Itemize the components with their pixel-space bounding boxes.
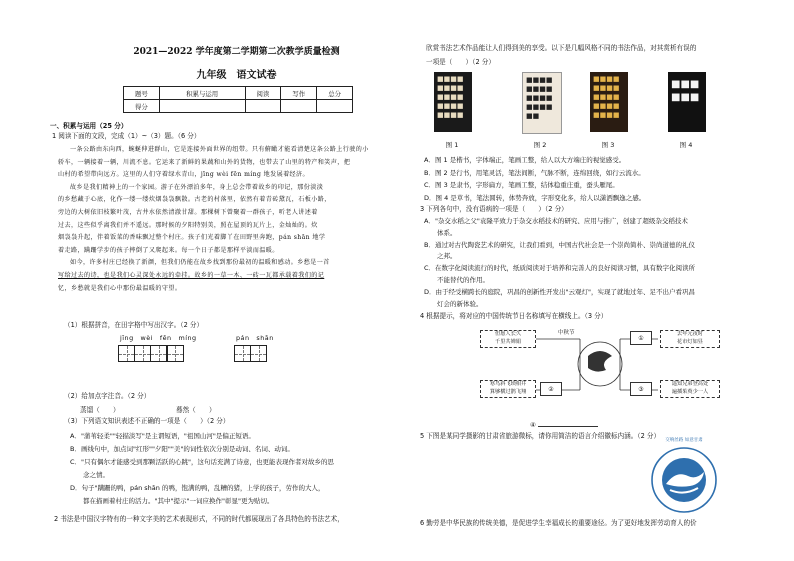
calligraphy-image-3: ■■■■■■■■■■■■■■■■■■■■ bbox=[590, 72, 628, 132]
tianzige-grid-b[interactable] bbox=[234, 345, 266, 362]
score-table bbox=[123, 86, 353, 113]
poem-box-left-bottom: 寒鸟斜飞琐相井 算够横过鹊飞翔 bbox=[480, 380, 536, 398]
answer-blank[interactable] bbox=[538, 420, 598, 427]
score-cell[interactable] bbox=[245, 100, 281, 113]
question-6: 6 勤劳是中华民族的传统美德，是促进学生幸福成长的重要途径。为了更好地发挥劳动育人的价 bbox=[420, 519, 697, 527]
exam-title: 2021—2022 学年度第二学期第二次教学质量检测 bbox=[133, 47, 340, 57]
q3-options bbox=[424, 216, 766, 310]
poem-box-right-top: 去年元夜时 花市灯如昼 bbox=[660, 330, 720, 348]
score-header-cell: 写作 bbox=[281, 87, 317, 100]
option-line[interactable]: A．"蒲苇轻柔""轻描淡写"是主谓短语，"祖国山河"是偏正短语。 bbox=[70, 432, 255, 440]
option-line[interactable]: B．通过对古代陶瓷艺术的研究，让我们看到，中国古代社会是一个崇尚简朴、崇尚道德的礼仪 bbox=[424, 240, 695, 249]
option-line[interactable]: C．"只有偶尔才能感受到那颗活跃的心跳"，这句话充满了诗意，也更能表现作者对故乡的思 bbox=[70, 458, 335, 466]
passage-line: 着走路，蹒跚学步的孩子摔倒了又爬起来。每一个日子都是那样平淡而温暖。 bbox=[58, 246, 279, 254]
festival-diagram bbox=[480, 322, 720, 417]
passage-line: 故乡是我们精神上的一个家园。游子在外漂泊多年，身上总会带着故乡的印记，那份淡淡 bbox=[70, 183, 324, 191]
score-header-cell: 题号 bbox=[124, 87, 160, 100]
question-1-3: （3）下列语文知识表述不正确的一项是（ ）（2 分） bbox=[64, 417, 230, 425]
passage-line: 的乡愁藏于心底，化作一缕一缕炊烟袅袅飘散。古老的村落里，依然有着青砖黛瓦，石板小路， bbox=[58, 196, 331, 204]
answer-number: ④ bbox=[530, 421, 536, 429]
score-table-row bbox=[124, 100, 353, 113]
question-5: 5 下图是某同学摄影的甘肃省旅游微标，请你用简洁的语言介绍徽标内涵。（2 分） bbox=[420, 432, 661, 440]
option-line[interactable]: D．图 4 是草书，笔法圆转，体势奔放，字形变化多，给人以潇洒飘逸之感。 bbox=[424, 193, 646, 202]
question-1-intro: 1 阅读下面的文段，完成（1）~（3）题。（6 分） bbox=[52, 132, 201, 140]
option-line[interactable]: C．图 3 是隶书，字形扁方，笔画工整，结体稳重庄重，蚕头雁尾。 bbox=[424, 181, 619, 189]
score-cell[interactable] bbox=[159, 100, 245, 113]
tianzige-cell[interactable] bbox=[167, 345, 184, 362]
q2-options bbox=[424, 154, 766, 204]
passage-line: 轿车，一辆接着一辆，川流不息。它运来了新鲜的果蔬和山外的货物，也带去了山里的特产和笑声，把 bbox=[58, 158, 351, 166]
question-2-stem: 一项是（ ）（2 分） bbox=[426, 58, 495, 66]
option-line: 不能替代的作用。 bbox=[424, 275, 489, 284]
passage-line: 一条公路由东向西，蜿蜒伸进群山，它是连接外面世界的纽带。只有俯瞰才能看清楚这条公路上行驶的小 bbox=[70, 146, 369, 153]
tianzige-cell[interactable] bbox=[134, 345, 151, 362]
reading-passage bbox=[58, 144, 415, 295]
answer-box-2[interactable]: ② bbox=[540, 382, 562, 396]
calligraphy-image-2: ■■■■■■■■■■■■■■■■■■ bbox=[522, 72, 562, 134]
option-line[interactable]: D．由于经受横跨长的庭院，巩昌的创新性开发出"云观灯"，实现了就地过年、足不出户看巩昌 bbox=[424, 287, 695, 296]
option-line[interactable]: C．在数字化阅读流行的时代，纸质阅读对于培养和完善人的良好阅读习惯，具有数字化阅读所 bbox=[424, 264, 696, 273]
calligraphy-image-4: ■■■■■■ bbox=[668, 72, 706, 132]
poem-box-left-top: 但愿人长久 千里共婵娟 bbox=[480, 330, 536, 348]
section-heading: 一、积累与运用（25 分） bbox=[50, 122, 128, 130]
score-cell[interactable] bbox=[281, 100, 317, 113]
option-line: 体系。 bbox=[424, 228, 457, 237]
answer-box-1[interactable]: ① bbox=[630, 331, 652, 345]
figure-caption: 图 2 bbox=[533, 141, 547, 149]
figure-caption: 图 1 bbox=[445, 141, 459, 149]
diagram-center-label: 中秋节 bbox=[558, 330, 575, 336]
score-header-cell: 阅读 bbox=[245, 87, 281, 100]
pinyin-prompt-b: pán shān bbox=[236, 334, 274, 342]
tianzige-grid-a[interactable] bbox=[118, 345, 183, 362]
score-table-header-row bbox=[124, 87, 353, 100]
question-1-1: （1）根据拼音，在田字格中写出汉字。（2 分） bbox=[64, 321, 204, 329]
question-4: 4 根据提示，将对应的中国传统节日名称填写在横线上。（3 分） bbox=[420, 312, 608, 320]
logo-text: 交响丝路 如意甘肃 bbox=[665, 438, 703, 443]
figure-caption: 图 4 bbox=[679, 141, 693, 149]
tianzige-cell[interactable] bbox=[150, 345, 167, 362]
question-2-intro: 2 书法是中国汉字特有的一种文字美的艺术表现形式，不同的时代都展现出了各具特色的书法艺术， bbox=[54, 515, 344, 523]
annotation-blank-b[interactable]: 蓦然（ ） bbox=[176, 406, 216, 414]
exam-subtitle: 九年级 语文试卷 bbox=[196, 70, 277, 81]
passage-line: 写给过去的诗，也是我们心灵深处永远的牵挂。故乡的一草一木、一砖一瓦都承载着我们的记 bbox=[58, 271, 325, 279]
score-row-label: 得分 bbox=[124, 100, 160, 113]
passage-line: 烟袅袅升起，伴着饭菜的香味飘过整个村庄。孩子们光着脚丫在田野里奔跑，pán shān 地学 bbox=[58, 234, 326, 242]
tianzige-cell[interactable] bbox=[234, 345, 251, 362]
option-line: 灯会的新体验。 bbox=[424, 299, 483, 308]
answer-line-4[interactable] bbox=[530, 420, 598, 430]
annotation-blank-a[interactable]: 蒸馏（ ） bbox=[80, 406, 120, 414]
option-line[interactable]: B．画线句中，加点词"红形""夕阳""美"的词性依次分别是动词、名词、动词。 bbox=[70, 445, 294, 453]
q1-3-options bbox=[70, 430, 415, 508]
tianzige-cell[interactable] bbox=[250, 345, 267, 362]
option-line[interactable]: A．图 1 是楷书，字体端正，笔画工整，给人以大方端庄的视觉感受。 bbox=[424, 156, 626, 164]
option-line: 之邦。 bbox=[424, 252, 457, 261]
question-3: 3 下列各句中，没有语病的一项是（ ）（2 分） bbox=[420, 205, 568, 213]
tianzige-cell[interactable] bbox=[118, 345, 135, 362]
passage-line: 如今，许多村庄已经换了新颜，但我们仍能在故乡找到那份最初的温暖和感动。乡愁是一首 bbox=[70, 259, 330, 267]
passage-line: 旁边的大树依旧枝繁叶茂，古井水依然清澈甘甜。那棵树下曾聚着一群孩子，听老人讲述着 bbox=[58, 208, 318, 216]
question-1-2: （2）给加点字注音。（2 分） bbox=[64, 392, 151, 400]
passage-line: 忆，乡愁就是我们心中那份最温暖的守望。 bbox=[58, 284, 182, 292]
option-line: 都在描画着村庄的活力。"其中"提示"一词应换作"彰显"更为贴切。 bbox=[70, 497, 274, 505]
option-line: 念之情。 bbox=[70, 471, 109, 479]
poem-box-right-bottom: 遥知兄弟登高处 遍插茱萸少一人 bbox=[660, 380, 720, 398]
figure-caption: 图 3 bbox=[601, 141, 615, 149]
score-cell[interactable] bbox=[317, 100, 353, 113]
answer-box-3[interactable]: ③ bbox=[630, 382, 652, 396]
pinyin-prompt-a: jīng wèi fēn míng bbox=[120, 334, 197, 342]
passage-line: 山村的希望带向远方。这里的人们守着绿水青山，jīng wèi fēn míng 地发展着经济。 bbox=[58, 171, 310, 179]
passage-line: 过去，这些似乎离我们并不遥远。那时候的夕阳特别美，照在屋顶的瓦片上，金灿灿的。炊 bbox=[58, 221, 318, 229]
tourism-logo-icon bbox=[650, 446, 718, 514]
score-header-cell: 总分 bbox=[317, 87, 353, 100]
option-line[interactable]: A．"杂交水稻之父"袁隆平致力于杂交水稻技术的研究、应用与推广，创建了超级杂交稻技术 bbox=[424, 217, 688, 225]
calligraphy-image-1: ■■■■■■■■■■■■■■■■■■■■ bbox=[434, 72, 472, 132]
score-header-cell: 积累与运用 bbox=[159, 87, 245, 100]
tourism-logo bbox=[650, 438, 718, 514]
option-line[interactable]: B．图 2 是行书，用笔灵活，笔法间断，气脉不断，连绵回绕，如行云流水。 bbox=[424, 168, 645, 177]
option-line[interactable]: D．句子"蹒跚的鸭，pán shān 的鸭，饱满的鸭，乱糟的猪，上学的孩子，劳作的大人， bbox=[70, 484, 325, 492]
question-2-continued: 欣赏书法艺术作品能让人们得到美的享受。以下是几幅风格不同的书法作品，对其赏析有误的 bbox=[426, 44, 697, 52]
